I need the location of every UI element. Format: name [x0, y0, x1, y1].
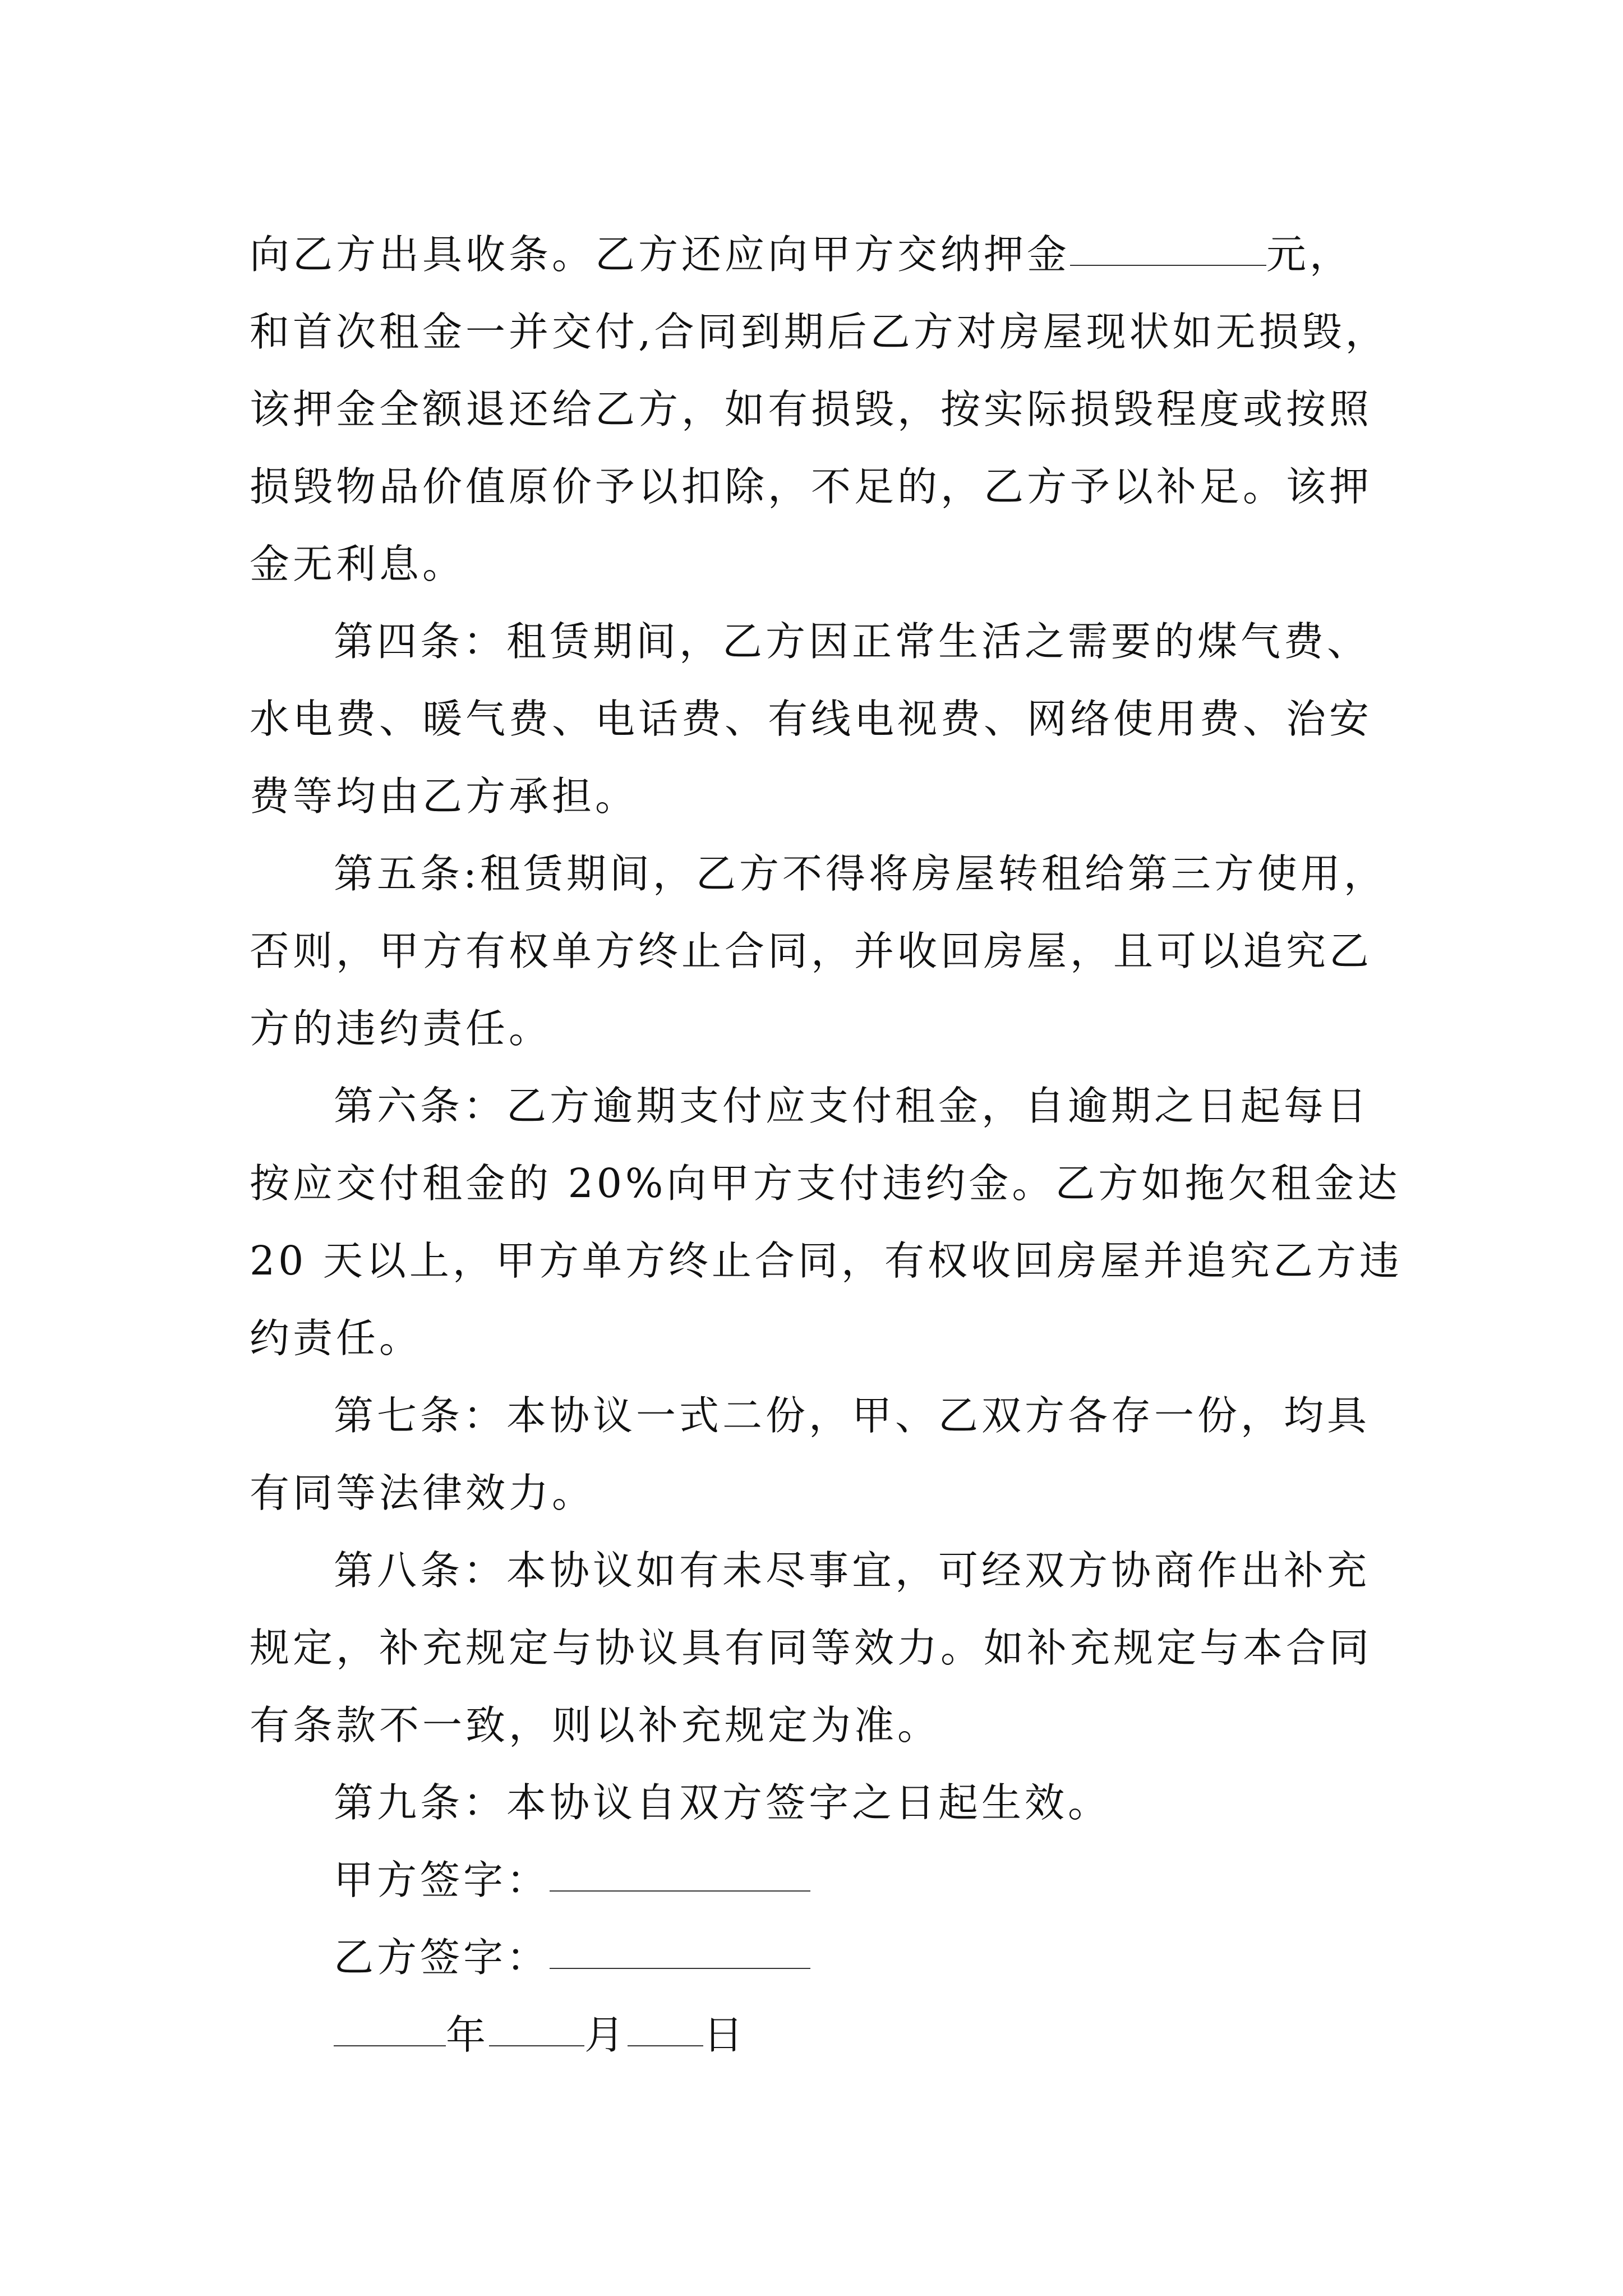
year-label: 年 [446, 2012, 490, 2058]
article-9-line: 第九条：本协议自双方签字之日起生效。 [334, 1779, 1112, 1826]
month-blank [489, 2014, 584, 2046]
article-6-line: 约责任。 [250, 1315, 423, 1361]
article-4-line: 水电费、暖气费、电话费、有线电视费、网络使用费、治安 [250, 696, 1373, 742]
article-4-line: 费等均由乙方承担。 [250, 773, 639, 820]
party-a-signature-line [250, 1842, 1427, 1919]
article-5-line: 第五条:租赁期间，乙方不得将房屋转租给第三方使用， [334, 850, 1387, 897]
paragraph-line: 和首次租金一并交付,合同到期后乙方对房屋现状如无损毁， [250, 309, 1389, 355]
article-6-line: 按应交付租金的 20%向甲方支付违约金。乙方如拖欠租金达 [250, 1160, 1401, 1207]
article-7-line: 第七条：本协议一式二份，甲、乙双方各存一份，均具 [334, 1392, 1371, 1439]
party-b-signature-label: 乙方签字： [334, 1934, 550, 1981]
paragraph-line: 金无利息。 [250, 541, 466, 587]
article-6-line: 20 天以上，甲方单方终止合同，有权收回房屋并追究乙方违 [250, 1237, 1403, 1284]
article-8-line: 规定，补充规定与协议具有同等效力。如补充规定与本合同 [250, 1625, 1373, 1671]
article-5-line: 方的违约责任。 [250, 1005, 552, 1052]
party-b-signature-line [250, 1919, 1427, 1996]
year-blank [334, 2014, 446, 2046]
day-blank [628, 2014, 703, 2046]
paragraph-line: 该押金全额退还给乙方，如有损毁，按实际损毁程度或按照 [250, 386, 1373, 432]
article-5-line: 否则，甲方有权单方终止合同，并收回房屋，且可以追究乙 [250, 928, 1373, 974]
text-run: 向乙方出具收条。乙方还应向甲方交纳押金 [250, 231, 1071, 278]
article-8-line: 第八条：本协议如有未尽事宜，可经双方协商作出补充 [334, 1547, 1371, 1594]
article-4-line: 第四条：租赁期间，乙方因正常生活之需要的煤气费、 [334, 618, 1371, 665]
party-a-signature-blank [550, 1859, 810, 1892]
party-a-signature-label: 甲方签字： [334, 1857, 550, 1903]
paragraph-line: 损毁物品价值原价予以扣除，不足的，乙方予以补足。该押 [250, 463, 1373, 510]
text-run: 元， [1266, 231, 1353, 278]
party-b-signature-blank [550, 1936, 810, 1969]
day-label: 日 [703, 2012, 747, 2058]
contract-body [250, 216, 1427, 2074]
article-8-line: 有条款不一致，则以补充规定为准。 [250, 1702, 941, 1749]
paragraph-line [250, 216, 1427, 293]
month-label: 月 [584, 2012, 628, 2058]
article-6-line: 第六条：乙方逾期支付应支付租金，自逾期之日起每日 [334, 1083, 1371, 1129]
article-7-line: 有同等法律效力。 [250, 1470, 596, 1516]
date-line [250, 1996, 1427, 2074]
deposit-amount-blank [1070, 233, 1266, 266]
